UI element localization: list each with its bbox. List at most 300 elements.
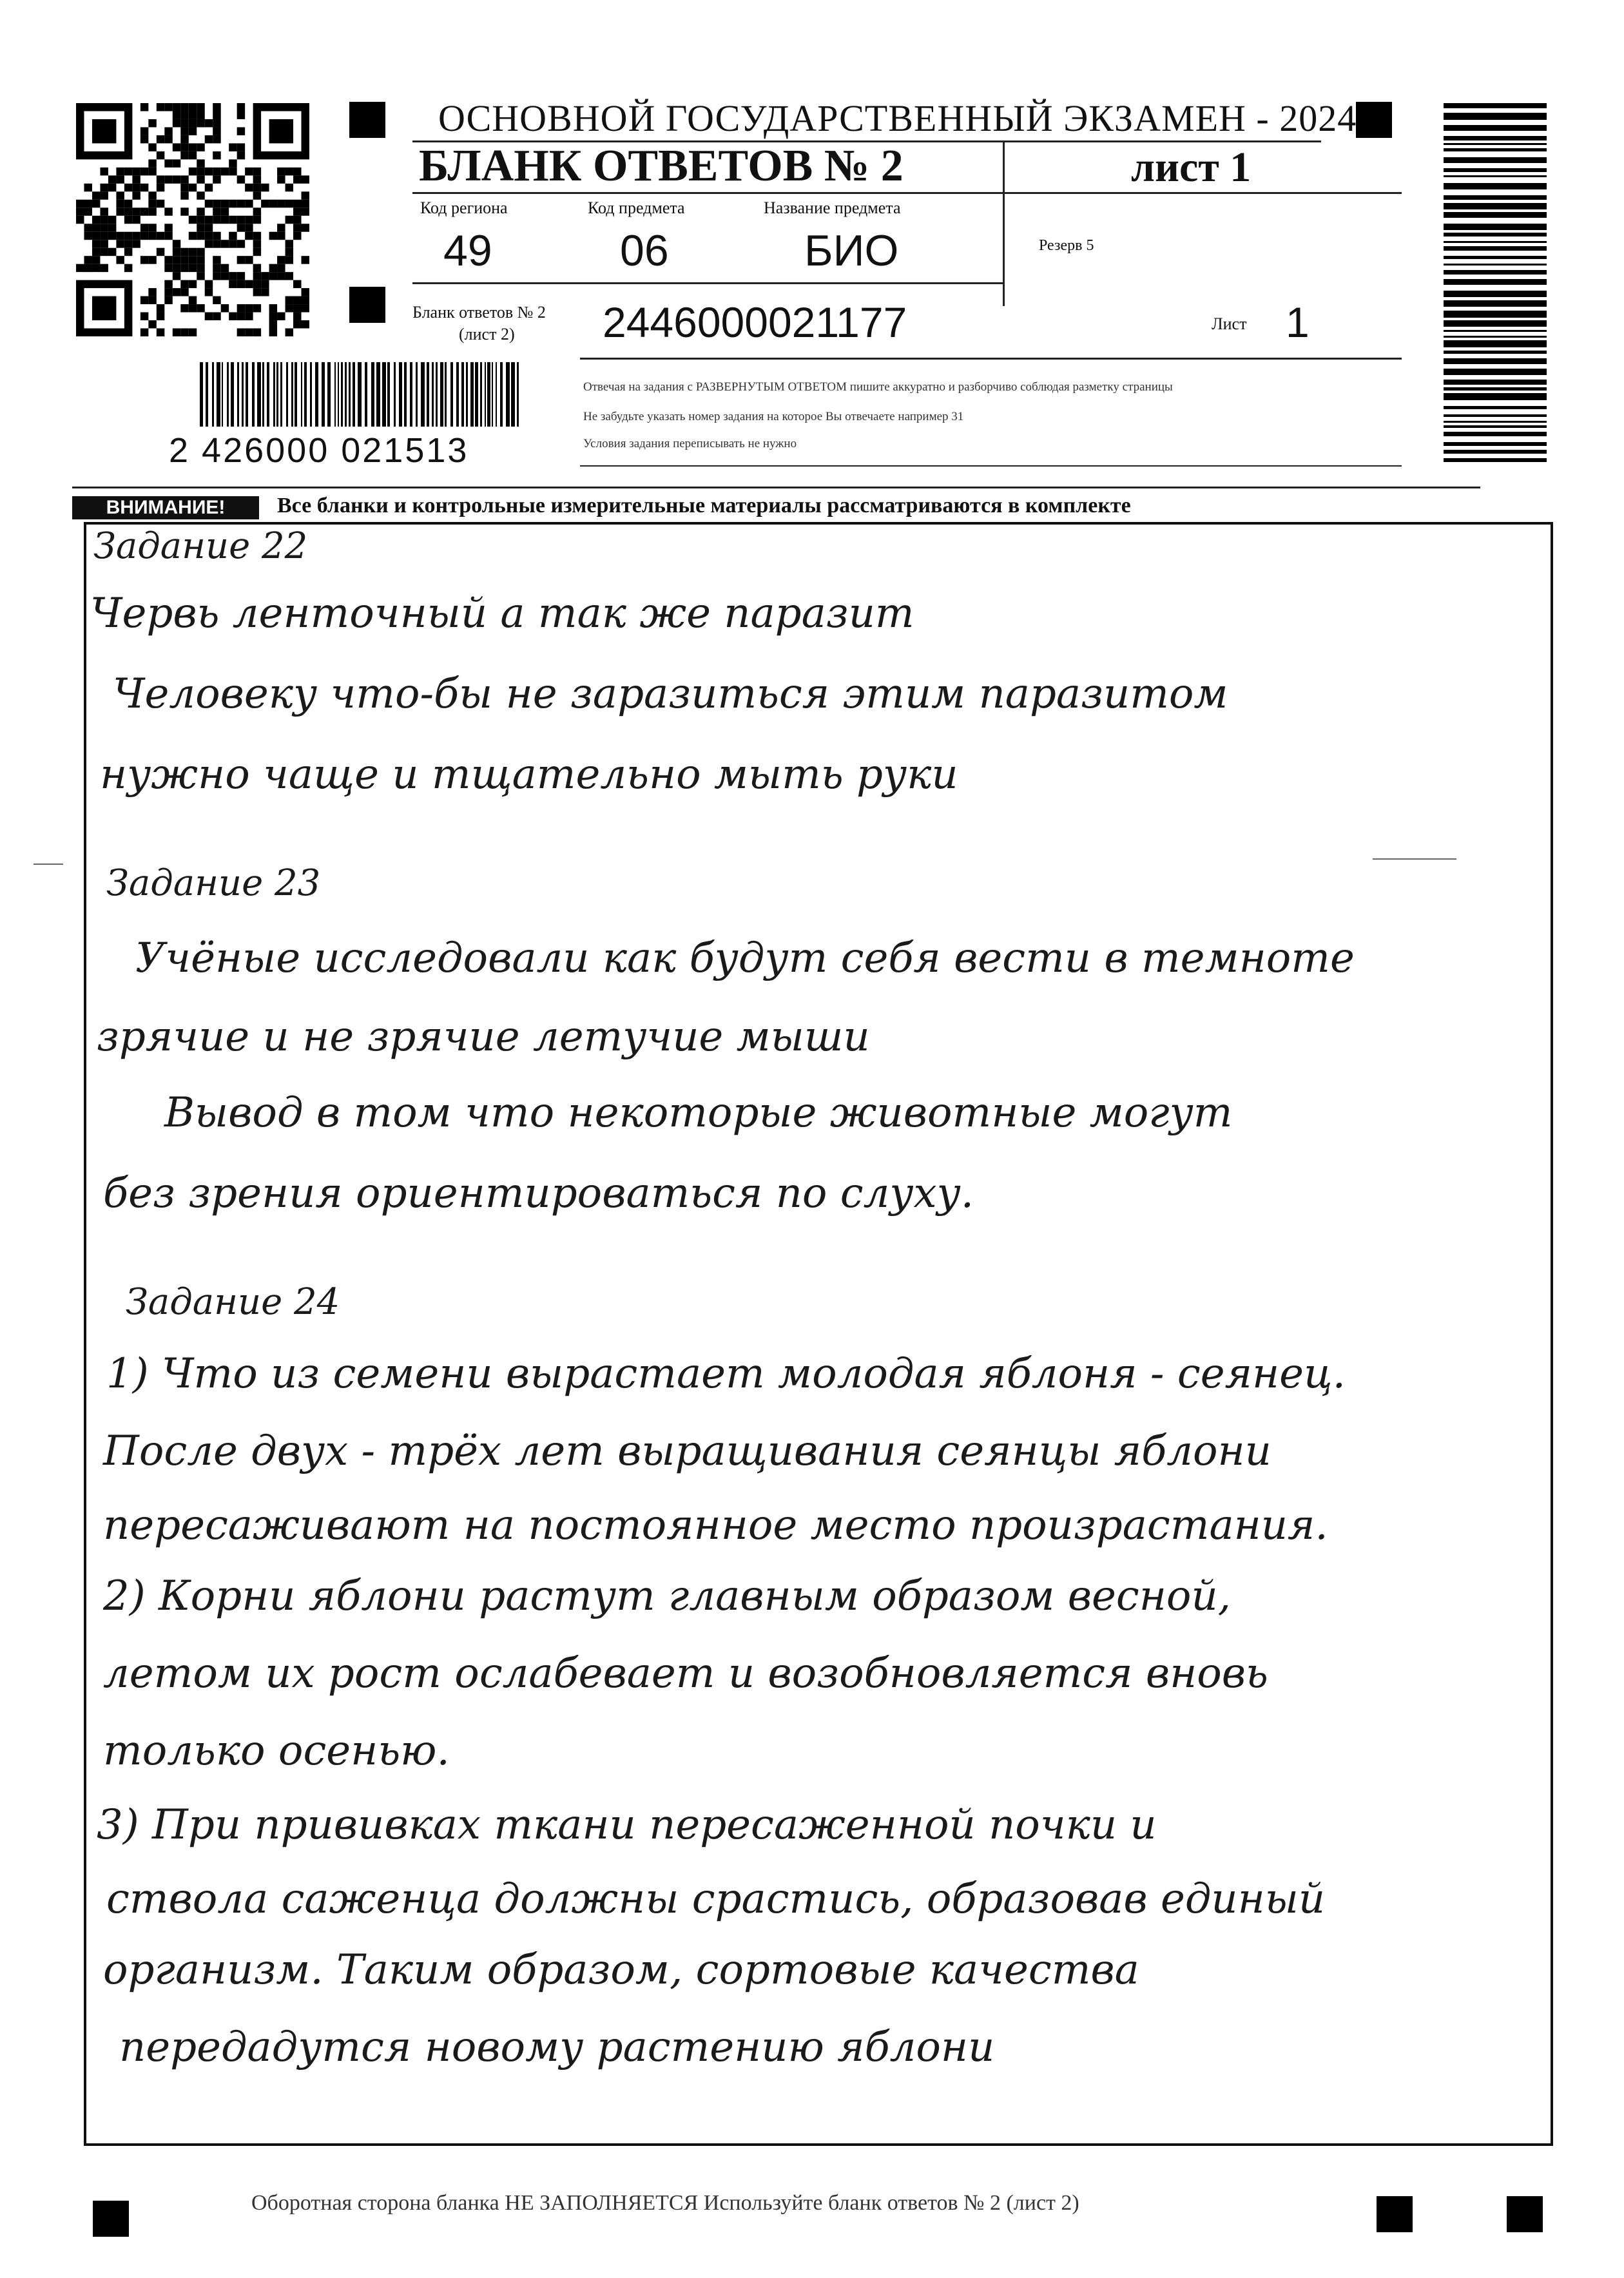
qr-module — [189, 127, 197, 135]
qr-module — [157, 175, 164, 183]
qr-module — [269, 264, 277, 272]
qr-module — [213, 232, 220, 240]
linear-barcode-bar — [217, 362, 220, 427]
qr-module — [180, 191, 188, 199]
qr-module — [213, 216, 220, 224]
qr-module — [229, 168, 237, 175]
side-barcode-bar — [1444, 103, 1547, 108]
answer-line: ствола саженца должны срастись, образовав единый — [106, 1875, 1326, 1923]
qr-module — [293, 216, 301, 224]
qr-module — [277, 313, 285, 320]
qr-module — [245, 329, 253, 336]
linear-barcode-bar — [273, 362, 275, 427]
qr-module — [140, 256, 148, 264]
qr-module — [180, 304, 188, 312]
qr-module — [180, 175, 188, 183]
qr-module — [148, 159, 156, 167]
qr-module — [157, 103, 164, 111]
qr-module — [253, 248, 261, 256]
qr-module — [148, 168, 156, 175]
qr-module — [237, 216, 245, 224]
linear-barcode-bar — [349, 362, 351, 427]
qr-module — [116, 256, 124, 264]
qr-module — [164, 256, 172, 264]
side-barcode-bar — [1444, 330, 1547, 332]
region-value: 49 — [443, 226, 492, 275]
qr-module — [116, 175, 124, 183]
linear-barcode-bar — [338, 362, 339, 427]
qr-module — [237, 240, 245, 247]
qr-module — [253, 175, 261, 183]
qr-module — [148, 119, 156, 127]
qr-module — [213, 127, 220, 135]
qr-module — [285, 304, 293, 312]
qr-module — [269, 329, 277, 336]
qr-module — [164, 103, 172, 111]
qr-module — [237, 143, 245, 151]
qr-module — [221, 264, 229, 272]
qr-module — [180, 135, 188, 143]
qr-module — [189, 168, 197, 175]
qr-module — [92, 200, 100, 208]
qr-module — [205, 200, 213, 208]
answer-line: без зрения ориентироваться по слуху. — [103, 1170, 974, 1217]
subject-code-label: Код предмета — [588, 198, 685, 217]
answer-line: Человеку что-бы не заразиться этим паразитом — [113, 670, 1228, 718]
linear-barcode-bar — [295, 362, 297, 427]
qr-module — [237, 304, 245, 312]
answer-line: передадутся новому растению яблони — [119, 2023, 995, 2071]
side-barcode-bar — [1444, 203, 1547, 209]
linear-barcode-bar — [371, 362, 374, 427]
qr-module — [140, 184, 148, 191]
qr-module — [277, 272, 285, 280]
subject-code-value: 06 — [620, 226, 669, 275]
qr-module — [84, 200, 92, 208]
qr-module — [245, 280, 253, 288]
qr-module — [302, 175, 309, 183]
qr-module — [277, 232, 285, 240]
qr-module — [148, 288, 156, 296]
qr-module — [173, 159, 180, 167]
qr-module — [148, 191, 156, 199]
qr-module — [253, 232, 261, 240]
linear-barcode-bar — [466, 362, 468, 427]
qr-module — [237, 256, 245, 264]
qr-module — [132, 175, 140, 183]
qr-module — [164, 264, 172, 272]
attention-text: Все бланки и контрольные измерительные материалы рассматриваются в комплекте — [277, 494, 1131, 517]
qr-module — [302, 208, 309, 215]
side-barcode-bar — [1444, 279, 1547, 285]
qr-module — [277, 264, 285, 272]
qr-module — [180, 208, 188, 215]
qr-module — [132, 191, 140, 199]
qr-module — [124, 168, 132, 175]
qr-module — [269, 200, 277, 208]
linear-barcode-bar — [280, 362, 282, 427]
header-divider — [1003, 142, 1005, 306]
qr-module — [205, 232, 213, 240]
side-barcode-bar — [1444, 168, 1547, 172]
linear-barcode-bar — [394, 362, 396, 427]
linear-barcode-bar — [358, 362, 362, 427]
qr-module — [205, 135, 213, 143]
next-form-rule — [580, 358, 1402, 360]
qr-module — [221, 272, 229, 280]
qr-module — [189, 216, 197, 224]
qr-module — [253, 304, 261, 312]
qr-module — [132, 232, 140, 240]
corner-marker-top-left — [349, 102, 385, 138]
qr-module — [213, 103, 220, 111]
qr-module — [205, 216, 213, 224]
qr-module — [157, 232, 164, 240]
qr-module — [157, 200, 164, 208]
qr-module — [164, 232, 172, 240]
linear-barcode-bar — [276, 362, 278, 427]
side-barcode-bar — [1444, 387, 1547, 391]
qr-module — [221, 304, 229, 312]
linear-barcode-bar — [267, 362, 269, 427]
linear-barcode-bar — [427, 362, 429, 427]
linear-barcode-bar — [387, 362, 390, 427]
qr-module — [173, 103, 180, 111]
qr-module — [213, 111, 220, 119]
qr-module — [245, 304, 253, 312]
qr-module — [245, 168, 253, 175]
linear-barcode-bar — [365, 362, 367, 427]
qr-module — [180, 127, 188, 135]
form-title-rule — [412, 192, 1402, 194]
linear-barcode-bar — [257, 362, 261, 427]
qr-module — [173, 111, 180, 119]
qr-module — [180, 119, 188, 127]
qr-module — [148, 208, 156, 215]
qr-module — [237, 111, 245, 119]
qr-module — [213, 256, 220, 264]
corner-marker-mid-left — [349, 287, 385, 323]
qr-module — [76, 264, 84, 272]
qr-module — [197, 224, 204, 231]
qr-module — [173, 264, 180, 272]
qr-module — [205, 119, 213, 127]
side-barcode-bar — [1444, 256, 1547, 259]
side-barcode-bar — [1444, 442, 1547, 446]
side-barcode-bar — [1444, 414, 1547, 417]
qr-module — [173, 240, 180, 247]
next-form-sublabel: (лист 2) — [459, 325, 515, 343]
qr-module — [285, 256, 293, 264]
qr-module — [189, 296, 197, 304]
qr-module — [197, 248, 204, 256]
qr-module — [148, 200, 156, 208]
qr-module — [140, 313, 148, 320]
qr-module — [100, 224, 108, 231]
qr-module — [173, 329, 180, 336]
qr-module — [132, 168, 140, 175]
linear-barcode-bar — [310, 362, 312, 427]
qr-module — [116, 232, 124, 240]
qr-module — [116, 208, 124, 215]
qr-module — [293, 208, 301, 215]
qr-module — [108, 224, 116, 231]
qr-module — [293, 313, 301, 320]
qr-module — [253, 191, 261, 199]
qr-module — [124, 208, 132, 215]
linear-barcode-bar — [487, 362, 490, 427]
qr-module — [157, 151, 164, 159]
qr-module — [124, 200, 132, 208]
qr-module — [180, 151, 188, 159]
qr-module — [213, 151, 220, 159]
qr-module — [205, 224, 213, 231]
linear-barcode-bar — [327, 362, 331, 427]
answer-line: зрячие и не зрячие летучие мыши — [97, 1013, 870, 1061]
linear-barcode-bar — [242, 362, 244, 427]
side-barcode-bar — [1444, 143, 1547, 145]
qr-module — [116, 200, 124, 208]
qr-module — [197, 208, 204, 215]
qr-module — [84, 224, 92, 231]
side-barcode-bar — [1444, 175, 1547, 177]
qr-module — [116, 191, 124, 199]
qr-module — [164, 280, 172, 288]
side-barcode-bar — [1444, 233, 1547, 236]
qr-module — [124, 184, 132, 191]
answer-line: Учёные исследовали как будут себя вести в темноте — [135, 934, 1355, 982]
qr-module — [164, 127, 172, 135]
qr-module — [213, 168, 220, 175]
qr-module — [116, 240, 124, 247]
qr-module — [285, 240, 293, 247]
qr-module — [277, 256, 285, 264]
linear-barcode-bar — [496, 362, 497, 427]
qr-module — [213, 208, 220, 215]
qr-module — [285, 248, 293, 256]
qr-module — [92, 224, 100, 231]
linear-barcode-bar — [382, 362, 386, 427]
reserve-label: Резерв 5 — [1039, 237, 1094, 254]
qr-module — [253, 264, 261, 272]
linear-barcode-bar — [421, 362, 425, 427]
answer-line: Червь ленточный а так же паразит — [90, 590, 914, 637]
qr-module — [140, 296, 148, 304]
qr-module — [164, 135, 172, 143]
linear-barcode-bar — [480, 362, 482, 427]
side-barcode — [1444, 103, 1547, 470]
side-barcode-bar — [1444, 195, 1547, 200]
qr-module — [189, 103, 197, 111]
qr-module — [253, 329, 261, 336]
qr-module — [302, 304, 309, 312]
qr-module — [293, 304, 301, 312]
side-barcode-bar — [1444, 320, 1547, 327]
qr-module — [302, 191, 309, 199]
qr-module — [173, 175, 180, 183]
side-barcode-bar — [1444, 421, 1547, 423]
qr-module — [108, 175, 116, 183]
qr-module — [197, 159, 204, 167]
linear-barcode-bar — [461, 362, 464, 427]
qr-module — [213, 296, 220, 304]
barcode-number: 2 426000 021513 — [169, 431, 469, 470]
qr-module — [229, 272, 237, 280]
qr-module — [221, 200, 229, 208]
qr-module — [253, 272, 261, 280]
instruction-line-3: Условия задания переписывать не нужно — [583, 437, 797, 450]
side-barcode-bar — [1444, 212, 1547, 218]
qr-module — [197, 304, 204, 312]
qr-module — [205, 240, 213, 247]
qr-module — [108, 232, 116, 240]
qr-module — [124, 248, 132, 256]
linear-barcode-bar — [399, 362, 402, 427]
qr-module — [76, 216, 84, 224]
qr-module — [245, 256, 253, 264]
attention-top-rule — [72, 487, 1480, 488]
qr-module — [148, 320, 156, 328]
qr-module — [229, 280, 237, 288]
qr-module — [148, 143, 156, 151]
qr-module — [237, 313, 245, 320]
qr-module — [213, 240, 220, 247]
qr-module — [164, 296, 172, 304]
qr-module — [164, 159, 172, 167]
qr-module — [229, 159, 237, 167]
qr-module — [180, 264, 188, 272]
instruction-line-2: Не забудьте указать номер задания на которое Вы отвечаете например 31 — [583, 410, 964, 423]
qr-module — [253, 208, 261, 215]
answer-line: Задание 23 — [106, 862, 321, 904]
qr-module — [213, 264, 220, 272]
linear-barcode-bar — [227, 362, 229, 427]
next-form-number: 2446000021177 — [603, 298, 907, 346]
linear-barcode-bar — [436, 362, 438, 427]
qr-module — [285, 184, 293, 191]
qr-module — [253, 280, 261, 288]
qr-module — [173, 119, 180, 127]
qr-module — [84, 208, 92, 215]
side-barcode-bar — [1444, 358, 1547, 364]
qr-module — [269, 272, 277, 280]
qr-module — [116, 168, 124, 175]
instruction-line-1: Отвечая на задания с РАЗВЕРНУТЫМ ОТВЕТОМ пишите аккуратно и разборчиво соблюдая разметку страницы — [583, 380, 1173, 394]
qr-module — [76, 208, 84, 215]
linear-barcode-bar — [286, 362, 288, 427]
qr-module — [197, 143, 204, 151]
answer-line: нужно чаще и тщательно мыть руки — [100, 751, 958, 798]
qr-module — [189, 264, 197, 272]
qr-module — [197, 103, 204, 111]
side-barcode-bar — [1444, 340, 1547, 347]
qr-module — [108, 184, 116, 191]
qr-code — [76, 103, 309, 336]
qr-module — [269, 313, 277, 320]
qr-module — [157, 313, 164, 320]
qr-module — [237, 127, 245, 135]
qr-module — [189, 184, 197, 191]
qr-module — [148, 256, 156, 264]
qr-module — [277, 175, 285, 183]
linear-barcode-bar — [304, 362, 307, 427]
qr-module — [197, 264, 204, 272]
qr-module — [253, 184, 261, 191]
qr-module — [229, 143, 237, 151]
side-barcode-bar — [1444, 369, 1547, 375]
side-barcode-bar — [1444, 291, 1547, 297]
qr-module — [100, 264, 108, 272]
side-barcode-bar — [1444, 406, 1547, 409]
qr-module — [92, 264, 100, 272]
linear-barcode-bar — [206, 362, 208, 427]
qr-module — [189, 256, 197, 264]
side-barcode-bar — [1444, 136, 1547, 140]
qr-module — [164, 208, 172, 215]
qr-module — [124, 240, 132, 247]
qr-module — [197, 272, 204, 280]
linear-barcode-bar — [222, 362, 223, 427]
form-title: БЛАНК ОТВЕТОВ № 2 — [419, 141, 904, 191]
qr-module — [237, 329, 245, 336]
qr-module — [261, 288, 269, 296]
instructions-rule — [580, 465, 1402, 467]
side-barcode-bar — [1444, 300, 1547, 307]
qr-module — [285, 296, 293, 304]
qr-module — [197, 232, 204, 240]
answer-line: После двух - трёх лет выращивания сеянцы яблони — [103, 1427, 1271, 1475]
fields-rule — [412, 282, 1003, 284]
qr-module — [132, 240, 140, 247]
qr-module — [302, 296, 309, 304]
qr-module — [148, 224, 156, 231]
qr-module — [293, 296, 301, 304]
linear-barcode-bar — [376, 362, 380, 427]
qr-module — [229, 232, 237, 240]
qr-module — [108, 248, 116, 256]
qr-module — [100, 184, 108, 191]
qr-module — [261, 184, 269, 191]
qr-module — [237, 224, 245, 231]
qr-module — [221, 216, 229, 224]
qr-module — [197, 191, 204, 199]
linear-barcode-bar — [410, 362, 412, 427]
qr-module — [132, 208, 140, 215]
sheet-title: лист 1 — [1131, 144, 1252, 191]
qr-module — [197, 256, 204, 264]
qr-module — [180, 248, 188, 256]
qr-module — [302, 320, 309, 328]
side-barcode-bar — [1444, 224, 1547, 230]
linear-barcode-bar — [252, 362, 255, 427]
qr-module — [180, 143, 188, 151]
qr-module — [180, 329, 188, 336]
linear-barcode-bar — [456, 362, 459, 427]
qr-module — [302, 200, 309, 208]
qr-module — [285, 216, 293, 224]
qr-module — [285, 200, 293, 208]
qr-module — [213, 200, 220, 208]
qr-module — [197, 168, 204, 175]
qr-module — [293, 232, 301, 240]
corner-marker-bottom-left — [93, 2201, 129, 2237]
qr-module — [92, 248, 100, 256]
qr-module — [261, 200, 269, 208]
linear-barcode-bar — [450, 362, 453, 427]
footer-note: Оборотная сторона бланка НЕ ЗАПОЛНЯЕТСЯ Используйте бланк ответов № 2 (лист 2) — [251, 2191, 1079, 2215]
qr-module — [293, 200, 301, 208]
subject-name-value: БИО — [804, 226, 899, 275]
